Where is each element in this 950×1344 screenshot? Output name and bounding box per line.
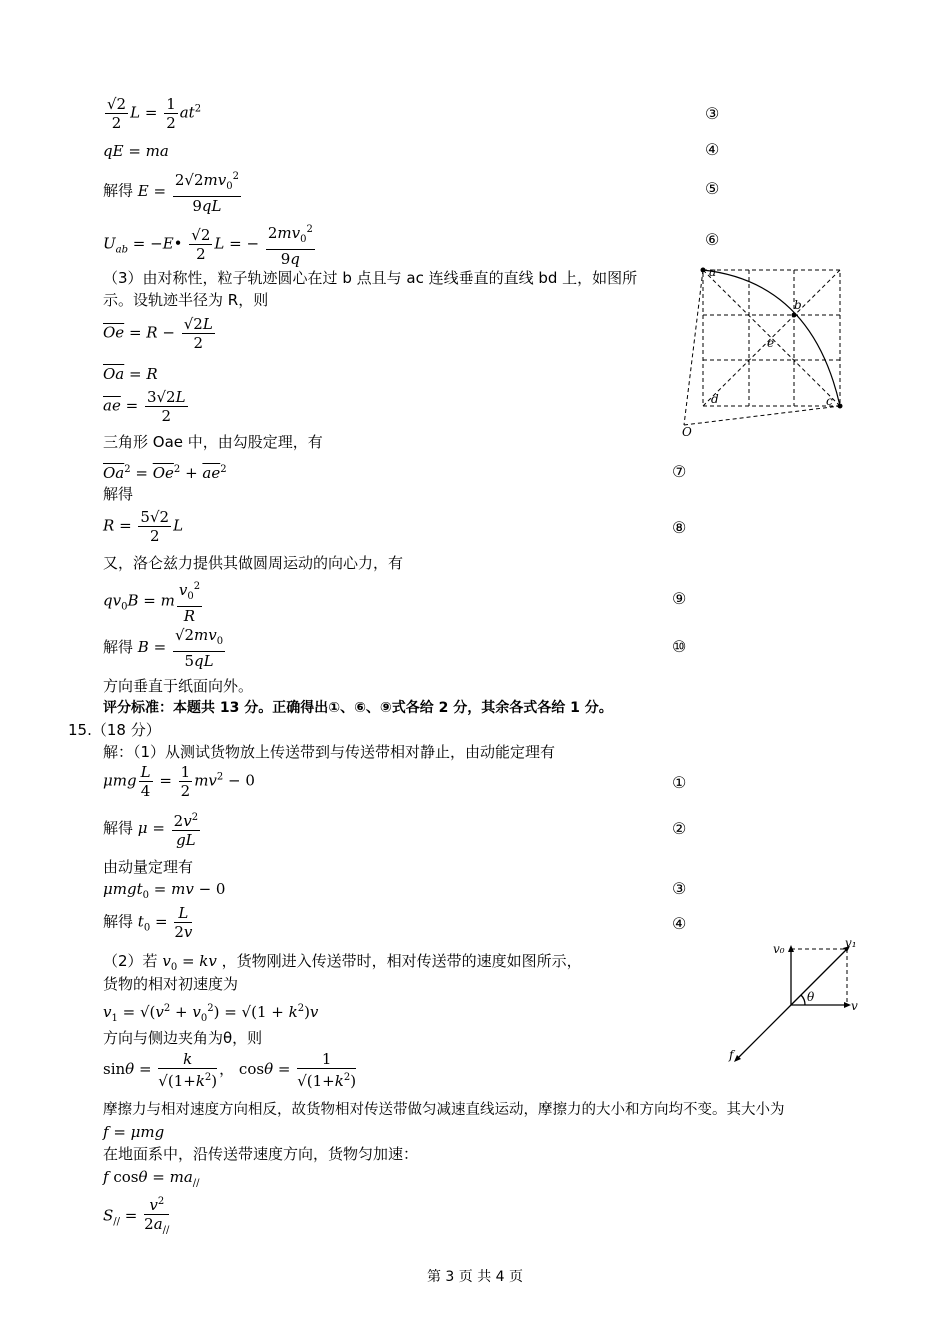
- trajectory-figure: [672, 262, 850, 442]
- eq-6: $U_{ab}$ = −E• $\frac{√2}{2}$ L = − $\frac{2mv_0^2}{9q}$: [103, 221, 317, 268]
- eq-v1: $v_1 = √(v^2 + v_0^2) = √(1 + k^2)v$: [103, 1003, 319, 1024]
- circled-6: ⑥: [705, 230, 720, 249]
- angle-text: 方向与侧边夹角为θ，则: [103, 1029, 263, 1047]
- eq-Oa: $\overline{Oa} = R$: [103, 365, 158, 383]
- label-v: v: [851, 999, 858, 1013]
- part2-prefix: （2）若: [103, 952, 158, 970]
- eq-9: $qv_0B = m$ $\frac{v_0^2}{R}$: [103, 578, 204, 625]
- eq-5: 解得 E = $\frac{2√2mv_0^2}{9qL}$: [103, 168, 243, 215]
- page-footer: 第 3 页 共 4 页: [426, 1269, 524, 1285]
- eq-10: 解得 B = $\frac{√2mv_0}{5qL}$: [103, 626, 224, 670]
- label-theta: θ: [807, 990, 815, 1004]
- circled-10: ⑩: [672, 637, 687, 656]
- label-c: c: [826, 394, 833, 408]
- jiede-label: 解得: [103, 181, 134, 200]
- circled-15-4: ④: [672, 914, 687, 933]
- circled-8: ⑧: [672, 518, 687, 537]
- velocity-figure: [725, 935, 865, 1067]
- label-v0: v₀: [773, 942, 785, 956]
- jiede-label-4: 解得: [103, 912, 134, 931]
- friction-text: 摩擦力与相对速度方向相反，故货物相对传送带做匀减速直线运动，摩擦力的大小和方向均不变。其大小为: [103, 1102, 785, 1118]
- eq-15-2: 解得 μ = $\frac{2v^2}{gL}$: [103, 809, 202, 849]
- lorentz-text: 又，洛仑兹力提供其做圆周运动的向心力，有: [103, 554, 404, 572]
- jiede-label-2: 解得: [103, 638, 134, 656]
- part3-line1: （3）由对称性，粒子轨迹圆心在过 b 点且与 ac 连线垂直的直线 bd 上，如图所: [103, 269, 638, 287]
- eq-4: qE = ma: [103, 142, 169, 160]
- label-f: f: [729, 1048, 734, 1062]
- label-a: a: [709, 265, 717, 279]
- circled-5: ⑤: [705, 179, 720, 198]
- eq-f: f = μmg: [103, 1123, 165, 1141]
- circled-15-2: ②: [672, 819, 687, 838]
- circled-7: ⑦: [672, 462, 687, 481]
- q15-title: 15.（18 分）: [68, 721, 161, 739]
- label-b: b: [794, 298, 802, 312]
- momentum-text: 由动量定理有: [103, 858, 194, 876]
- eq-3: $\frac{√2}{2}$ L = $\frac{1}{2}$ $at^2$: [107, 95, 202, 132]
- label-v1: v₁: [845, 936, 857, 950]
- direction-text: 方向垂直于纸面向外。: [103, 677, 254, 695]
- ground-text: 在地面系中，沿传送带速度方向，货物匀加速：: [103, 1145, 419, 1163]
- eq-7: $\overline{Oa}^2 = \overline{Oe}^2 + \overline{ae}^2$: [103, 464, 227, 482]
- circled-9: ⑨: [672, 589, 687, 608]
- jiede-label-3: 解得: [103, 819, 134, 837]
- eq-fcos: f $\cos\theta = ma_{//}$: [103, 1168, 200, 1189]
- jiede-2: 解得: [103, 485, 134, 503]
- eq-8: R = $\frac{5√2}{2}$ L: [103, 508, 184, 545]
- eq-sin-cos: sinθ = $\frac{k}{√(1+k^2)}$ ， cosθ = $\frac{1}{√(1+k^2)}$: [103, 1050, 357, 1090]
- triangle-text: 三角形 Oae 中，由勾股定理，有: [103, 433, 323, 451]
- eq-15-3: μmgt$_0$ = mv − 0: [103, 880, 226, 901]
- circled-3: ③: [705, 104, 720, 123]
- eq-Oe: $\overline{Oe} = R$ − $\frac{√2L}{2}$: [103, 315, 213, 352]
- eq-15-4: 解得 $t_0$ = $\frac{L}{2v}$: [103, 904, 193, 941]
- circled-15-3: ③: [672, 879, 687, 898]
- eq-ae: $\overline{ae}$ = $\frac{3√2L}{2}$: [103, 388, 186, 425]
- part2-suffix: ，货物刚进入传送带时，相对传送带的速度如图所示，: [221, 952, 582, 970]
- label-O: O: [682, 425, 692, 439]
- eq-S: $S_{//}$ = $\frac{v^2}{2a_{//}}$: [103, 1193, 171, 1240]
- rel-v-text: 货物的相对初速度为: [103, 975, 239, 993]
- label-d: d: [711, 392, 719, 406]
- part3-line2: 示。设轨迹半径为 R，则: [103, 291, 269, 309]
- q15-part2: （2）若 $v_0$ = kv ，货物刚进入传送带时，相对传送带的速度如图所示，: [103, 952, 582, 973]
- circled-15-1: ①: [672, 773, 687, 792]
- circled-4: ④: [705, 140, 720, 159]
- scoring-text: 评分标准：本题共 13 分。正确得出①、⑥、⑨式各给 2 分，其余各式各给 1 分。: [103, 700, 613, 716]
- eq-15-1: μmg $\frac{L}{4}$ = $\frac{1}{2}$ $mv^2 - 0$: [103, 763, 255, 800]
- q15-part1: 解：（1）从测试货物放上传送带到与传送带相对静止，由动能定理有: [103, 743, 556, 761]
- label-e: e: [767, 336, 775, 350]
